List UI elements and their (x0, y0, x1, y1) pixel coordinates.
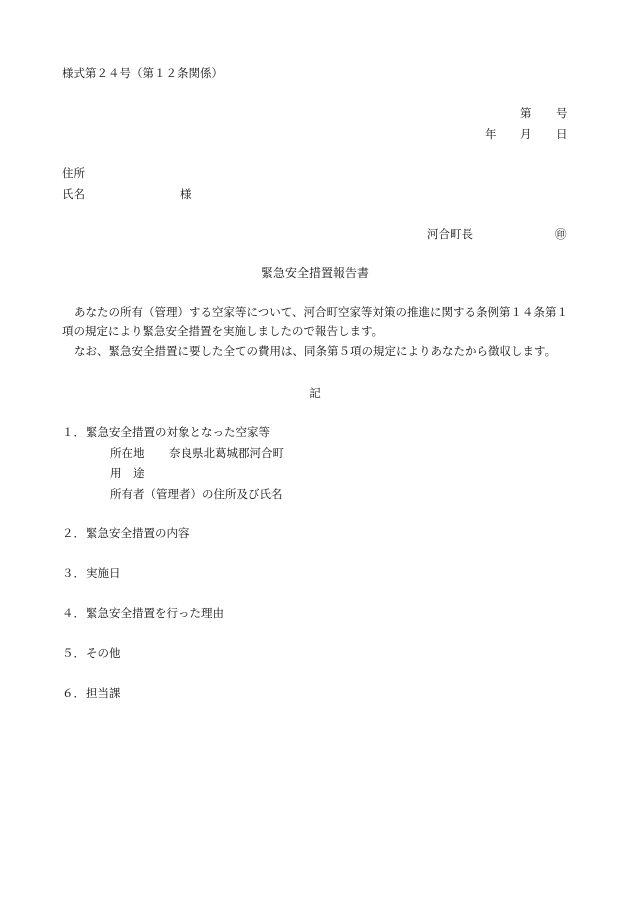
item-1-label: 緊急安全措置の対象となった空家等 (86, 425, 270, 439)
item-5-number: ５． (62, 646, 85, 660)
item-6-label: 担当課 (86, 686, 121, 700)
item-6-number: ６． (62, 686, 85, 700)
recipient-name-label: 氏名 (62, 187, 85, 201)
document-title: 緊急安全措置報告書 (260, 266, 369, 280)
item-1-location-value: 奈良県北葛城郡河合町 (169, 446, 284, 460)
document-number-suffix: 号 (556, 106, 568, 120)
item-2-number: ２． (62, 526, 85, 540)
date-month-label: 月 (520, 127, 532, 141)
item-1-owner-label: 所有者（管理者）の住所及び氏名 (110, 487, 283, 501)
item-3-number: ３． (62, 566, 85, 580)
seal-mark: ㊞ (555, 227, 567, 241)
item-3-label: 実施日 (86, 566, 121, 580)
recipient-honorific: 様 (180, 187, 192, 201)
date-day-label: 日 (556, 127, 568, 141)
recipient-address-label: 住所 (62, 166, 85, 180)
item-1-location-label: 所在地 (110, 446, 145, 460)
item-1-number: １． (62, 425, 85, 439)
form-number: 様式第２４号（第１２条関係） (62, 66, 223, 80)
sender-title: 河合町長 (427, 227, 473, 241)
date-year-label: 年 (485, 127, 497, 141)
item-1-usage-label: 用 途 (110, 466, 145, 480)
item-4-label: 緊急安全措置を行った理由 (86, 606, 224, 620)
item-2-label: 緊急安全措置の内容 (86, 526, 190, 540)
ki-heading: 記 (309, 386, 321, 400)
body-paragraph-1: あなたの所有（管理）する空家等について、河合町空家等対策の推進に関する条例第１４条第１項の規定により緊急安全措置を実施しましたので報告します。 (62, 305, 569, 338)
item-5-label: その他 (86, 646, 121, 660)
document-number-label: 第 (520, 106, 532, 120)
item-4-number: ４． (62, 606, 85, 620)
body-paragraph-2: なお、緊急安全措置に要した全ての費用は、同条第５項の規定によりあなたから徴収します。 (74, 344, 557, 358)
